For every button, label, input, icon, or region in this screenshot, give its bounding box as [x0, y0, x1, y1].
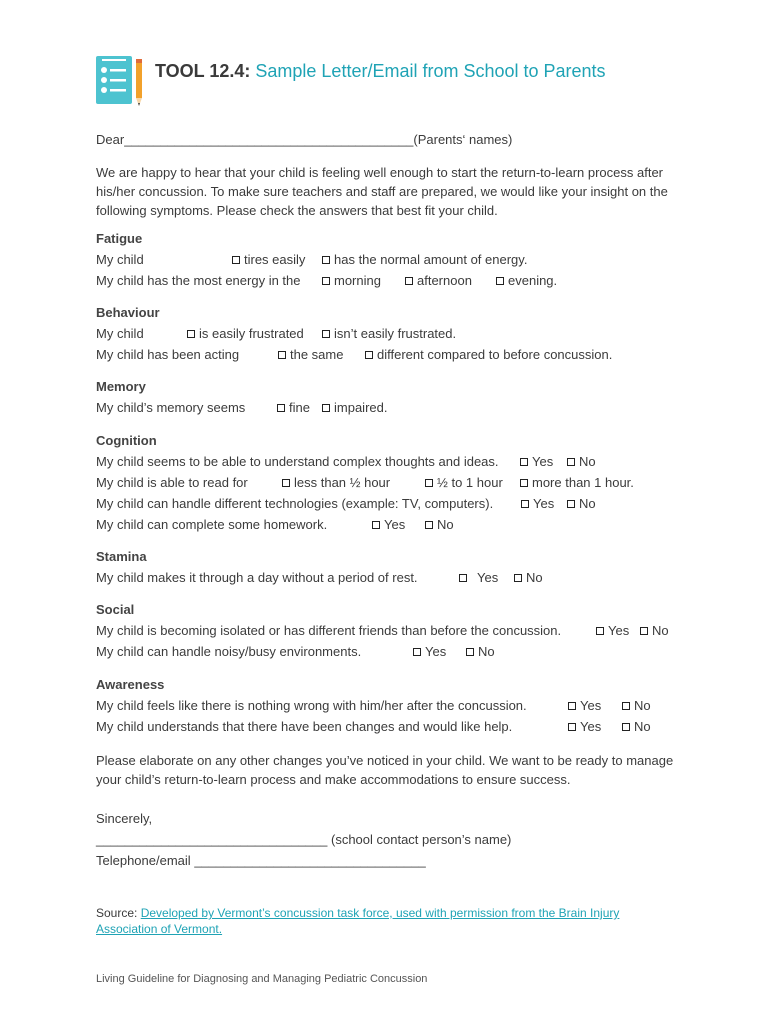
option-yes[interactable]: Yes — [596, 623, 629, 638]
checkbox[interactable] — [567, 500, 575, 508]
question-label: My child seems to be able to understand complex thoughts and ideas. — [96, 454, 499, 469]
phone-line — [96, 853, 426, 868]
checkbox[interactable] — [520, 458, 528, 466]
closing-paragraph: Please elaborate on any other changes you’ve noticed in your child. We want to be ready to manage your child’s return-to-learn process and make accommodations to ensure success. — [96, 753, 674, 787]
option-no[interactable]: No — [466, 644, 495, 659]
checkbox[interactable] — [322, 404, 330, 412]
question-label: My child’s memory seems — [96, 400, 246, 415]
question-label: My child — [96, 326, 144, 341]
checkbox[interactable] — [282, 479, 290, 487]
checkbox[interactable] — [425, 521, 433, 529]
checkbox[interactable] — [405, 277, 413, 285]
option-easily-frustrated[interactable]: is easily frustrated — [187, 326, 304, 341]
question-label: My child has been acting — [96, 347, 240, 362]
contact-line — [96, 832, 511, 847]
checkbox[interactable] — [232, 256, 240, 264]
option-fine[interactable]: fine — [277, 400, 310, 415]
checkbox[interactable] — [520, 479, 528, 487]
dear-label: Dear — [96, 132, 125, 147]
option-different[interactable]: different compared to before concussion. — [365, 347, 612, 362]
checkbox[interactable] — [521, 500, 529, 508]
option-no[interactable]: No — [425, 517, 454, 532]
option-yes[interactable]: Yes — [372, 517, 405, 532]
source-link[interactable]: Developed by Vermont’s concussion task force, used with permission from the Brain Injury Association of Vermont. — [96, 906, 620, 936]
checkbox[interactable] — [277, 404, 285, 412]
tool-number: TOOL 12.4: — [155, 61, 251, 81]
option-no[interactable]: No — [622, 719, 651, 734]
option-yes[interactable]: Yes — [459, 570, 498, 585]
contact-name-blank[interactable]: ________________________________ — [96, 832, 328, 847]
question-label: My child feels like there is nothing wrong with him/her after the concussion. — [96, 698, 527, 713]
question-label: My child is able to read for — [96, 475, 248, 490]
option-no[interactable]: No — [567, 454, 596, 469]
section-heading-behaviour: Behaviour — [96, 305, 160, 320]
question-label: My child is becoming isolated or has different friends than before the concussion. — [96, 623, 562, 638]
section-heading-memory: Memory — [96, 379, 146, 394]
checkbox[interactable] — [372, 521, 380, 529]
checkbox[interactable] — [640, 627, 648, 635]
phone-blank[interactable]: ________________________________ — [194, 853, 426, 868]
question-label: My child can handle different technologies (example: TV, computers). — [96, 496, 494, 511]
checkbox[interactable] — [622, 702, 630, 710]
title-text: Sample Letter/Email from School to Parents — [255, 61, 606, 81]
question-label: My child has the most energy in the — [96, 273, 301, 288]
option-half-to-one-hour[interactable]: ½ to 1 hour — [425, 475, 503, 490]
checkbox[interactable] — [425, 479, 433, 487]
checkbox[interactable] — [622, 723, 630, 731]
page-title — [155, 61, 606, 82]
section-heading-social: Social — [96, 602, 135, 617]
option-no[interactable]: No — [567, 496, 596, 511]
sincerely: Sincerely, — [96, 811, 153, 826]
option-yes[interactable]: Yes — [521, 496, 554, 511]
question-label: My child understands that there have been changes and would like help. — [96, 719, 513, 734]
section-heading-cognition: Cognition — [96, 433, 157, 448]
option-normal-energy[interactable]: has the normal amount of energy. — [322, 252, 527, 267]
checkbox[interactable] — [567, 458, 575, 466]
checkbox[interactable] — [459, 574, 467, 582]
option-no[interactable]: No — [622, 698, 651, 713]
section-heading-stamina: Stamina — [96, 549, 147, 564]
option-yes[interactable]: Yes — [520, 454, 553, 469]
checkbox[interactable] — [187, 330, 195, 338]
checklist-icon — [96, 56, 148, 108]
option-yes[interactable]: Yes — [568, 698, 601, 713]
section-heading-awareness: Awareness — [96, 677, 165, 692]
page-footer: Living Guideline for Diagnosing and Managing Pediatric Concussion — [96, 973, 428, 985]
option-less-half-hour[interactable]: less than ½ hour — [282, 475, 390, 490]
option-yes[interactable]: Yes — [568, 719, 601, 734]
contact-name-label: (school contact person’s name) — [330, 832, 512, 847]
option-afternoon[interactable]: afternoon — [405, 273, 472, 288]
question-label: My child can complete some homework. — [96, 517, 328, 532]
intro-paragraph: We are happy to hear that your child is feeling well enough to start the return-to-learn process after his/her concussion. To make sure teachers and staff are prepared, we would like your insight on the following symptoms. Please check the answers that best fit your child. — [96, 165, 668, 218]
checkbox[interactable] — [496, 277, 504, 285]
option-more-than-one-hour[interactable]: more than 1 hour. — [520, 475, 634, 490]
phone-label: Telephone/email — [96, 853, 191, 868]
question-label: My child — [96, 252, 144, 267]
checkbox[interactable] — [278, 351, 286, 359]
option-impaired[interactable]: impaired. — [322, 400, 387, 415]
checkbox[interactable] — [413, 648, 421, 656]
option-same[interactable]: the same — [278, 347, 343, 362]
question-label: My child can handle noisy/busy environments. — [96, 644, 362, 659]
option-yes[interactable]: Yes — [413, 644, 446, 659]
source-label: Source: — [96, 906, 138, 920]
question-label: My child makes it through a day without a period of rest. — [96, 570, 418, 585]
option-no[interactable]: No — [514, 570, 543, 585]
source-note — [96, 905, 656, 937]
checkbox[interactable] — [568, 723, 576, 731]
checkbox[interactable] — [365, 351, 373, 359]
checkbox[interactable] — [568, 702, 576, 710]
option-evening[interactable]: evening. — [496, 273, 557, 288]
option-tires-easily[interactable]: tires easily — [232, 252, 305, 267]
option-morning[interactable]: morning — [322, 273, 381, 288]
section-heading-fatigue: Fatigue — [96, 231, 143, 246]
greeting-line — [96, 132, 512, 147]
option-not-frustrated[interactable]: isn’t easily frustrated. — [322, 326, 456, 341]
parents-name-label: (Parents‘ names) — [413, 132, 513, 147]
checkbox[interactable] — [322, 330, 330, 338]
parents-name-blank[interactable]: ________________________________________ — [124, 132, 414, 147]
checkbox[interactable] — [322, 256, 330, 264]
option-no[interactable]: No — [640, 623, 669, 638]
checkbox[interactable] — [322, 277, 330, 285]
checkbox[interactable] — [514, 574, 522, 582]
checkbox[interactable] — [596, 627, 604, 635]
checkbox[interactable] — [466, 648, 474, 656]
